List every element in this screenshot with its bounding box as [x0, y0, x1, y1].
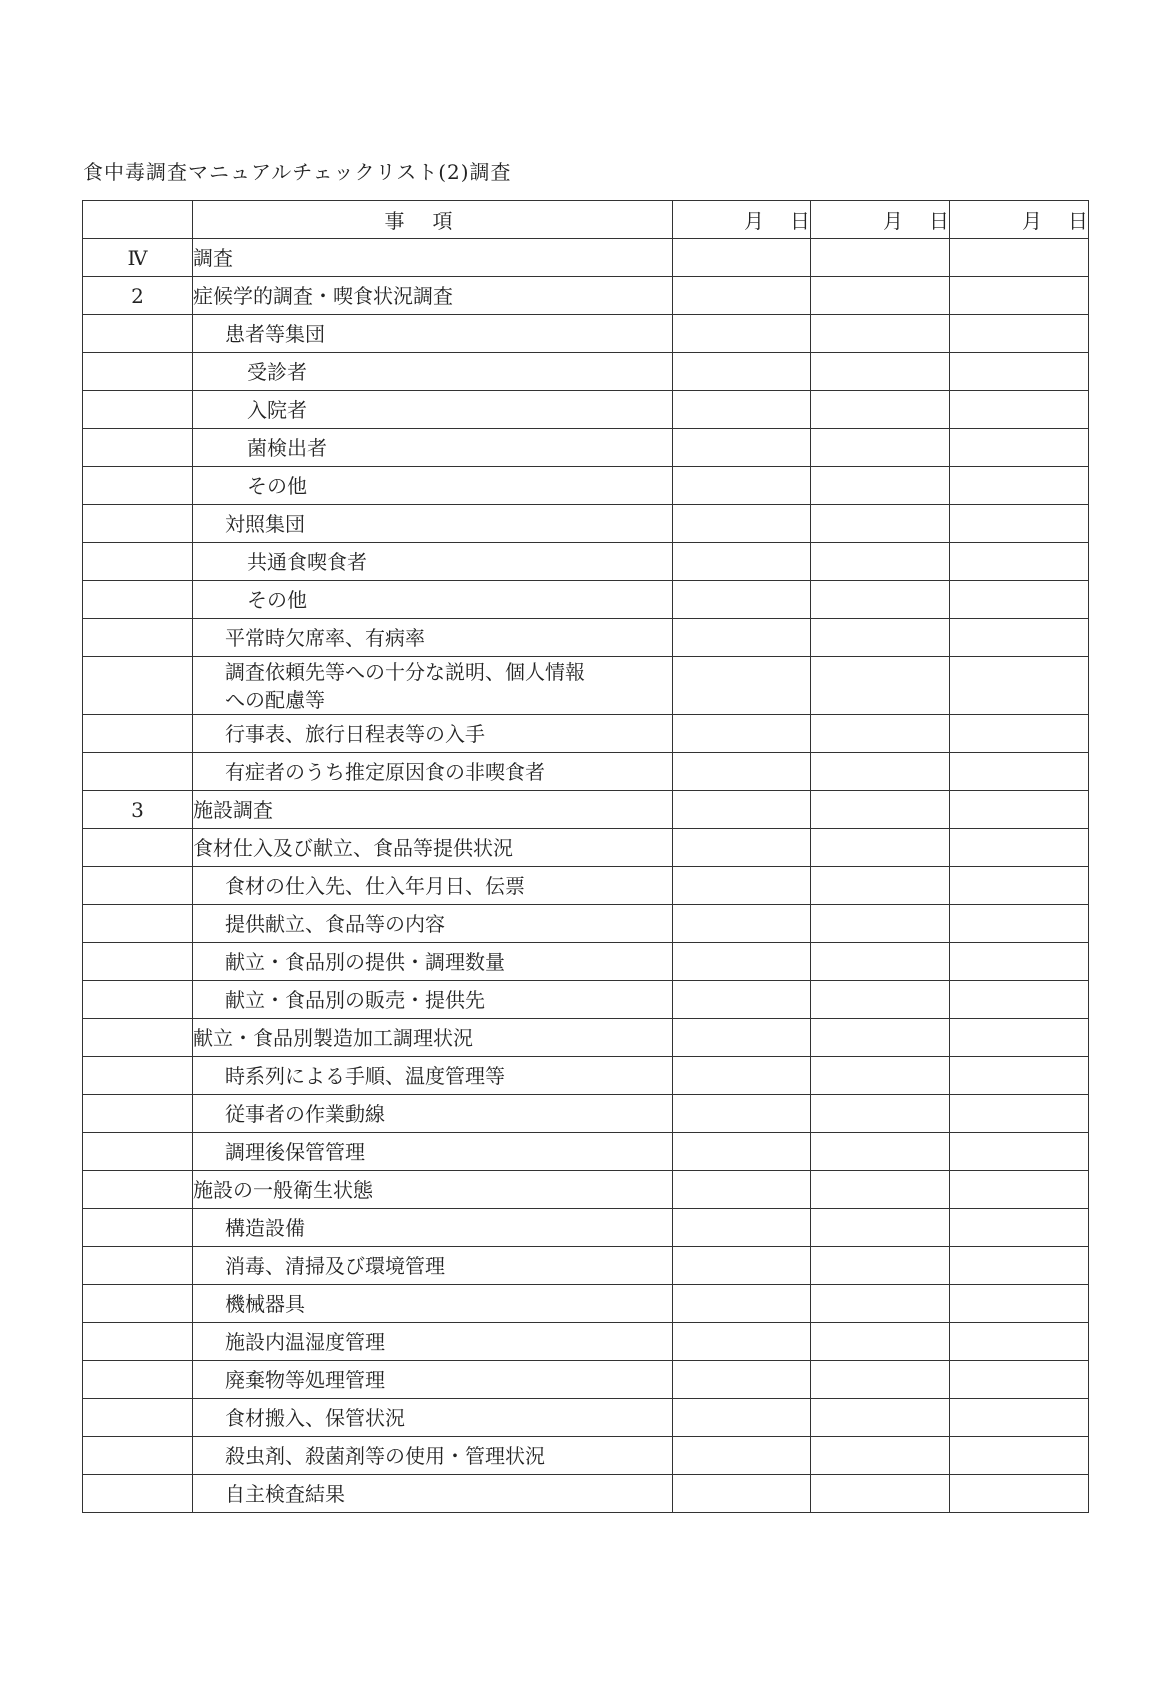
date-cell-2[interactable] [811, 353, 950, 391]
row-number [83, 905, 193, 943]
row-item-text: 調査依頼先等への十分な説明、個人情報 [225, 659, 585, 684]
header-row [83, 201, 1089, 239]
row-number [83, 829, 193, 867]
date-cell-3[interactable] [950, 1209, 1089, 1247]
date-cell-3[interactable] [950, 1019, 1089, 1057]
table-row [83, 1475, 1089, 1513]
date-cell-2[interactable] [811, 467, 950, 505]
table-row [83, 429, 1089, 467]
table-row [83, 943, 1089, 981]
row-number [83, 581, 193, 619]
date-cell-2[interactable] [811, 867, 950, 905]
date-cell-3[interactable] [950, 619, 1089, 657]
date-cell-2[interactable] [811, 657, 950, 715]
row-item [193, 905, 673, 943]
row-item [193, 391, 673, 429]
date-cell-1[interactable] [673, 315, 811, 353]
table-row [83, 791, 1089, 829]
date-cell-3[interactable] [950, 1247, 1089, 1285]
row-item [193, 753, 673, 791]
date-cell-3[interactable] [950, 277, 1089, 315]
row-item-text: 時系列による手順、温度管理等 [225, 1063, 505, 1088]
date-cell-1[interactable] [673, 1209, 811, 1247]
date-cell-3[interactable] [950, 239, 1089, 277]
row-item-text: 構造設備 [225, 1215, 305, 1240]
date-cell-3[interactable] [950, 1285, 1089, 1323]
row-item-text: 機械器具 [225, 1291, 305, 1316]
row-item [193, 505, 673, 543]
row-item [193, 1057, 673, 1095]
date-cell-2[interactable] [811, 1285, 950, 1323]
date-cell-3[interactable] [950, 905, 1089, 943]
date-cell-1[interactable] [673, 753, 811, 791]
row-number [83, 1361, 193, 1399]
date-cell-1[interactable] [673, 1475, 811, 1513]
date-cell-1[interactable] [673, 905, 811, 943]
row-item-text: 自主検査結果 [225, 1481, 345, 1506]
date-cell-1[interactable] [673, 1361, 811, 1399]
date-cell-2[interactable] [811, 277, 950, 315]
row-item-text: 菌検出者 [247, 435, 327, 460]
date-cell-3[interactable] [950, 715, 1089, 753]
row-item-text: 献立・食品別製造加工調理状況 [193, 1025, 473, 1050]
row-item [193, 467, 673, 505]
row-item-text: 調理後保管管理 [225, 1139, 365, 1164]
date-cell-1[interactable] [673, 581, 811, 619]
date-cell-1[interactable] [673, 467, 811, 505]
date-cell-3[interactable] [950, 943, 1089, 981]
table-row [83, 1361, 1089, 1399]
date-cell-2[interactable] [811, 391, 950, 429]
row-number [83, 353, 193, 391]
row-item-text: 消毒、清掃及び環境管理 [225, 1253, 445, 1278]
row-item [193, 981, 673, 1019]
date-cell-2[interactable] [811, 581, 950, 619]
date-cell-3[interactable] [950, 1171, 1089, 1209]
row-item [193, 867, 673, 905]
date-cell-3[interactable] [950, 753, 1089, 791]
row-number [83, 1209, 193, 1247]
table-row [83, 391, 1089, 429]
date-cell-3[interactable] [950, 1437, 1089, 1475]
date-cell-2[interactable] [811, 715, 950, 753]
header-date-2 [811, 201, 950, 239]
date-cell-2[interactable] [811, 1361, 950, 1399]
date-cell-1[interactable] [673, 1323, 811, 1361]
row-item-text: 行事表、旅行日程表等の入手 [225, 721, 485, 746]
date-cell-1[interactable] [673, 239, 811, 277]
date-cell-2[interactable] [811, 1057, 950, 1095]
date-cell-2[interactable] [811, 429, 950, 467]
table-row [83, 1399, 1089, 1437]
row-number [83, 1323, 193, 1361]
row-number [83, 429, 193, 467]
date-cell-2[interactable] [811, 981, 950, 1019]
row-item-text: 有症者のうち推定原因食の非喫食者 [225, 759, 545, 784]
row-item-text: 献立・食品別の提供・調理数量 [225, 949, 505, 974]
row-item-text: 食材仕入及び献立、食品等提供状況 [193, 835, 513, 860]
row-number [83, 619, 193, 657]
header-item: 事項 [193, 201, 673, 239]
row-item [193, 1247, 673, 1285]
row-item-text: 施設の一般衛生状態 [193, 1177, 373, 1202]
row-item-text: 対照集団 [225, 511, 305, 536]
date-cell-3[interactable] [950, 1323, 1089, 1361]
row-item-text-continued: への配慮等 [225, 687, 325, 712]
table-row [83, 1057, 1089, 1095]
date-cell-2[interactable] [811, 315, 950, 353]
row-item-text: 平常時欠席率、有病率 [225, 625, 425, 650]
row-item-text: 施設調査 [193, 797, 273, 822]
date-cell-3[interactable] [950, 1095, 1089, 1133]
date-cell-2[interactable] [811, 1019, 950, 1057]
date-cell-1[interactable] [673, 943, 811, 981]
date-cell-3[interactable] [950, 1475, 1089, 1513]
row-item-text: その他 [247, 587, 307, 612]
table-row [83, 619, 1089, 657]
table-row [83, 1285, 1089, 1323]
table-row [83, 1209, 1089, 1247]
date-cell-2[interactable] [811, 1171, 950, 1209]
header-date-3 [950, 201, 1089, 239]
table-row [83, 1437, 1089, 1475]
row-number [83, 1171, 193, 1209]
date-cell-1[interactable] [673, 1019, 811, 1057]
table-row [83, 1019, 1089, 1057]
table-row [83, 315, 1089, 353]
row-number [83, 505, 193, 543]
date-cell-2[interactable] [811, 1095, 950, 1133]
date-cell-3[interactable] [950, 581, 1089, 619]
date-cell-2[interactable] [811, 791, 950, 829]
date-cell-1[interactable] [673, 1399, 811, 1437]
table-row [83, 1323, 1089, 1361]
row-item-text: 共通食喫食者 [247, 549, 367, 574]
row-item [193, 1323, 673, 1361]
date-cell-3[interactable] [950, 467, 1089, 505]
row-number [83, 391, 193, 429]
row-item [193, 1019, 673, 1057]
table-row [83, 1095, 1089, 1133]
row-item [193, 1095, 673, 1133]
header-month: 月 [1022, 209, 1042, 233]
date-cell-1[interactable] [673, 867, 811, 905]
table-row [83, 829, 1089, 867]
row-number: 3 [83, 791, 193, 829]
table-row [83, 467, 1089, 505]
row-item-text: 調査 [193, 245, 233, 270]
row-item-text: 殺虫剤、殺菌剤等の使用・管理状況 [225, 1443, 545, 1468]
date-cell-2[interactable] [811, 505, 950, 543]
row-number [83, 315, 193, 353]
row-item [193, 543, 673, 581]
row-item [193, 277, 673, 315]
date-cell-3[interactable] [950, 505, 1089, 543]
date-cell-1[interactable] [673, 391, 811, 429]
date-cell-1[interactable] [673, 1057, 811, 1095]
row-number [83, 1247, 193, 1285]
row-number: 2 [83, 277, 193, 315]
row-item-text: 受診者 [247, 359, 307, 384]
date-cell-3[interactable] [950, 315, 1089, 353]
header-day: 日 [790, 209, 810, 233]
date-cell-1[interactable] [673, 353, 811, 391]
date-cell-3[interactable] [950, 543, 1089, 581]
header-day: 日 [1068, 209, 1088, 233]
row-number [83, 1095, 193, 1133]
page-title: 食中毒調査マニュアルチェックリスト(2)調査 [83, 160, 512, 184]
date-cell-1[interactable] [673, 791, 811, 829]
row-number [83, 1133, 193, 1171]
table-row [83, 1171, 1089, 1209]
checklist-table [82, 200, 1089, 1513]
date-cell-3[interactable] [950, 391, 1089, 429]
row-item [193, 1361, 673, 1399]
date-cell-2[interactable] [811, 1247, 950, 1285]
date-cell-1[interactable] [673, 1095, 811, 1133]
row-number [83, 1475, 193, 1513]
row-number [83, 1019, 193, 1057]
row-item-text: 提供献立、食品等の内容 [225, 911, 445, 936]
row-item-text: 廃棄物等処理管理 [225, 1367, 385, 1392]
date-cell-2[interactable] [811, 1437, 950, 1475]
row-item-text: 従事者の作業動線 [225, 1101, 385, 1126]
date-cell-3[interactable] [950, 981, 1089, 1019]
row-item-text: 食材搬入、保管状況 [225, 1405, 405, 1430]
checklist-body [83, 239, 1089, 1513]
row-item [193, 353, 673, 391]
date-cell-2[interactable] [811, 1323, 950, 1361]
row-number [83, 715, 193, 753]
date-cell-2[interactable] [811, 1399, 950, 1437]
date-cell-2[interactable] [811, 239, 950, 277]
date-cell-3[interactable] [950, 867, 1089, 905]
row-item [193, 619, 673, 657]
row-item [193, 943, 673, 981]
table-row [83, 543, 1089, 581]
row-item [193, 1209, 673, 1247]
row-number [83, 981, 193, 1019]
row-item-text: その他 [247, 473, 307, 498]
row-number [83, 657, 193, 715]
date-cell-1[interactable] [673, 543, 811, 581]
date-cell-1[interactable] [673, 619, 811, 657]
table-row [83, 657, 1089, 715]
date-cell-1[interactable] [673, 1285, 811, 1323]
table-row [83, 277, 1089, 315]
date-cell-2[interactable] [811, 829, 950, 867]
date-cell-3[interactable] [950, 829, 1089, 867]
row-item [193, 315, 673, 353]
table-row [83, 753, 1089, 791]
row-item [193, 1399, 673, 1437]
row-number [83, 1057, 193, 1095]
date-cell-2[interactable] [811, 905, 950, 943]
date-cell-2[interactable] [811, 943, 950, 981]
date-cell-2[interactable] [811, 1475, 950, 1513]
table-row [83, 1247, 1089, 1285]
row-item [193, 1133, 673, 1171]
header-month: 月 [744, 209, 764, 233]
date-cell-1[interactable] [673, 981, 811, 1019]
table-row [83, 505, 1089, 543]
table-row [83, 867, 1089, 905]
row-item [193, 429, 673, 467]
row-number [83, 867, 193, 905]
date-cell-2[interactable] [811, 543, 950, 581]
row-item [193, 1171, 673, 1209]
row-number [83, 543, 193, 581]
row-number [83, 943, 193, 981]
header-date-1 [673, 201, 811, 239]
row-item-text: 施設内温湿度管理 [225, 1329, 385, 1354]
date-cell-1[interactable] [673, 1247, 811, 1285]
date-cell-3[interactable] [950, 429, 1089, 467]
header-month: 月 [883, 209, 903, 233]
date-cell-3[interactable] [950, 353, 1089, 391]
table-row [83, 715, 1089, 753]
row-item-text: 患者等集団 [225, 321, 325, 346]
header-number [83, 201, 193, 239]
date-cell-1[interactable] [673, 1171, 811, 1209]
row-item [193, 1475, 673, 1513]
date-cell-3[interactable] [950, 1399, 1089, 1437]
row-number [83, 1285, 193, 1323]
date-cell-2[interactable] [811, 619, 950, 657]
date-cell-3[interactable] [950, 1133, 1089, 1171]
date-cell-2[interactable] [811, 753, 950, 791]
table-row [83, 581, 1089, 619]
row-item [193, 239, 673, 277]
row-item [193, 829, 673, 867]
date-cell-1[interactable] [673, 429, 811, 467]
row-item [193, 1285, 673, 1323]
row-item [193, 581, 673, 619]
row-number [83, 1437, 193, 1475]
date-cell-1[interactable] [673, 715, 811, 753]
date-cell-3[interactable] [950, 791, 1089, 829]
header-day: 日 [929, 209, 949, 233]
date-cell-2[interactable] [811, 1209, 950, 1247]
row-item [193, 657, 673, 715]
row-number [83, 467, 193, 505]
table-row [83, 239, 1089, 277]
row-number [83, 753, 193, 791]
date-cell-2[interactable] [811, 1133, 950, 1171]
date-cell-3[interactable] [950, 1361, 1089, 1399]
date-cell-1[interactable] [673, 829, 811, 867]
row-item [193, 715, 673, 753]
row-item [193, 791, 673, 829]
row-item-text: 献立・食品別の販売・提供先 [225, 987, 485, 1012]
row-number: Ⅳ [83, 239, 193, 277]
row-number [83, 1399, 193, 1437]
table-row [83, 1133, 1089, 1171]
date-cell-1[interactable] [673, 505, 811, 543]
table-row [83, 905, 1089, 943]
table-row [83, 981, 1089, 1019]
date-cell-1[interactable] [673, 657, 811, 715]
row-item [193, 1437, 673, 1475]
row-item-text: 症候学的調査・喫食状況調査 [193, 283, 453, 308]
date-cell-1[interactable] [673, 1437, 811, 1475]
date-cell-3[interactable] [950, 1057, 1089, 1095]
date-cell-1[interactable] [673, 277, 811, 315]
date-cell-3[interactable] [950, 657, 1089, 715]
date-cell-1[interactable] [673, 1133, 811, 1171]
row-item-text: 入院者 [247, 397, 307, 422]
row-item-text: 食材の仕入先、仕入年月日、伝票 [225, 873, 525, 898]
table-row [83, 353, 1089, 391]
